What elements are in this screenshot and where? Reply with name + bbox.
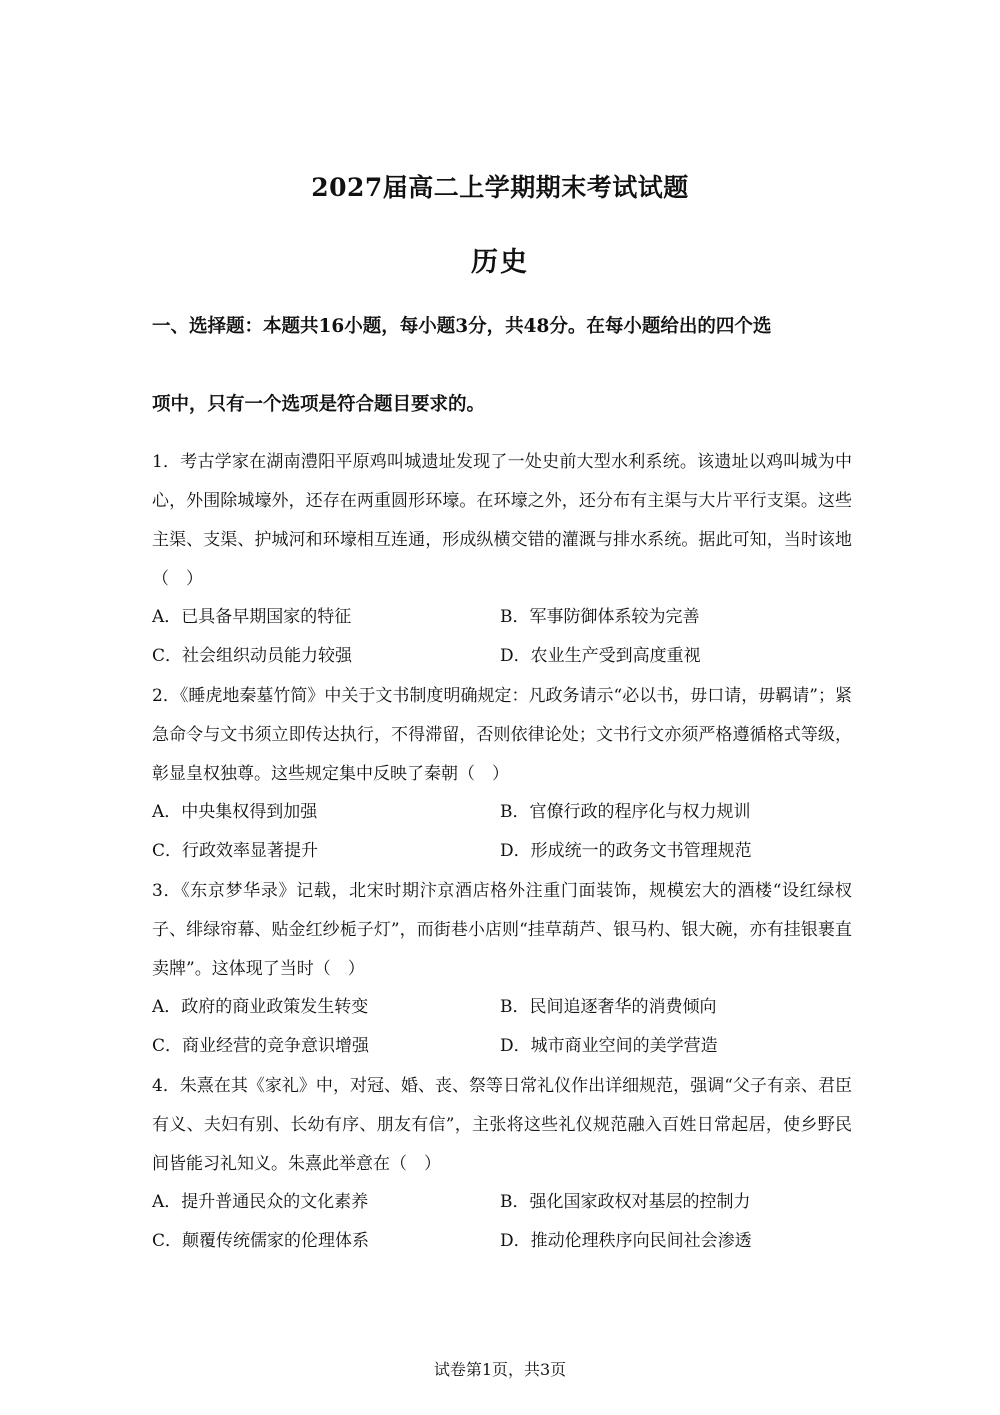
question-1-stem: 1．考古学家在湖南澧阳平原鸡叫城遗址发现了一处史前大型水利系统。该遗址以鸡叫城为中心，外围除城壕外，还存在两重圆形环壕。在环壕之外，还分布有主渠与大片平行支渠。这些主渠、支渠、护城河和环壕相互连通，形成纵横交错的灌溉与排水系统。据此可知，当时该地（ ） [152, 452, 852, 589]
question-1-option-c: C．社会组织动员能力较强 [152, 646, 353, 666]
question-2-option-c: C．行政效率显著提升 [152, 841, 319, 861]
question-4-option-b: B．强化国家政权对基层的控制力 [500, 1192, 751, 1212]
question-2-stem: 2．《睡虎地秦墓竹简》中关于文书制度明确规定：凡政务请示“必以书，毋口请，毋羁请”；紧急命令与文书须立即传达执行，不得滞留，否则依律论处；文书行文亦须严格遵循格式等级，彰显皇权独尊。这些规定集中反映了秦朝（ ） [152, 686, 852, 784]
exam-title: 2027届高二上学期期末考试试题 [311, 173, 689, 202]
subject-title: 历史 [471, 247, 529, 278]
question-4-option-d: D．推动伦理秩序向民间社会渗透 [500, 1231, 752, 1251]
question-1-option-b: B．军事防御体系较为完善 [500, 607, 700, 627]
page-footer: 试卷第1页，共3页 [433, 1360, 567, 1379]
question-3-option-a: A．政府的商业政策发生转变 [152, 997, 369, 1017]
question-1-option-d: D．农业生产受到高度重视 [500, 646, 701, 666]
question-4-option-c: C．颠覆传统儒家的伦理体系 [152, 1231, 370, 1251]
question-4-option-a: A．提升普通民众的文化素养 [152, 1192, 369, 1212]
question-2-option-a: A．中央集权得到加强 [152, 802, 318, 822]
question-3-option-d: D．城市商业空间的美学营造 [500, 1036, 718, 1056]
question-3-option-b: B．民间追逐奢华的消费倾向 [500, 997, 717, 1017]
question-4-stem: 4．朱熹在其《家礼》中，对冠、婚、丧、祭等日常礼仪作出详细规范，强调“父子有亲、君臣有义、夫妇有别、长幼有序、朋友有信”，主张将这些礼仪规范融入百姓日常起居，使乡野民间皆能习礼知义。朱熹此举意在（ ） [152, 1076, 852, 1174]
question-2-option-b: B．官僚行政的程序化与权力规训 [500, 802, 751, 822]
section-heading-line-1: 一、选择题：本题共16小题，每小题3分，共48分。在每小题给出的四个选 [152, 316, 772, 337]
section-heading-line-2: 项中，只有一个选项是符合题目要求的。 [152, 394, 486, 415]
question-3-option-c: C．商业经营的竞争意识增强 [152, 1036, 370, 1056]
question-2-option-d: D．形成统一的政务文书管理规范 [500, 841, 752, 861]
question-3-stem: 3．《东京梦华录》记载，北宋时期汴京酒店格外注重门面装饰，规模宏大的酒楼“设红绿杈子、绯绿帘幕、贴金红纱栀子灯”，而街巷小店则“挂草葫芦、银马杓、银大碗，亦有挂银裹直卖牌”。这体现了当时（ ） [152, 881, 852, 979]
question-1-option-a: A．已具备早期国家的特征 [152, 607, 352, 627]
